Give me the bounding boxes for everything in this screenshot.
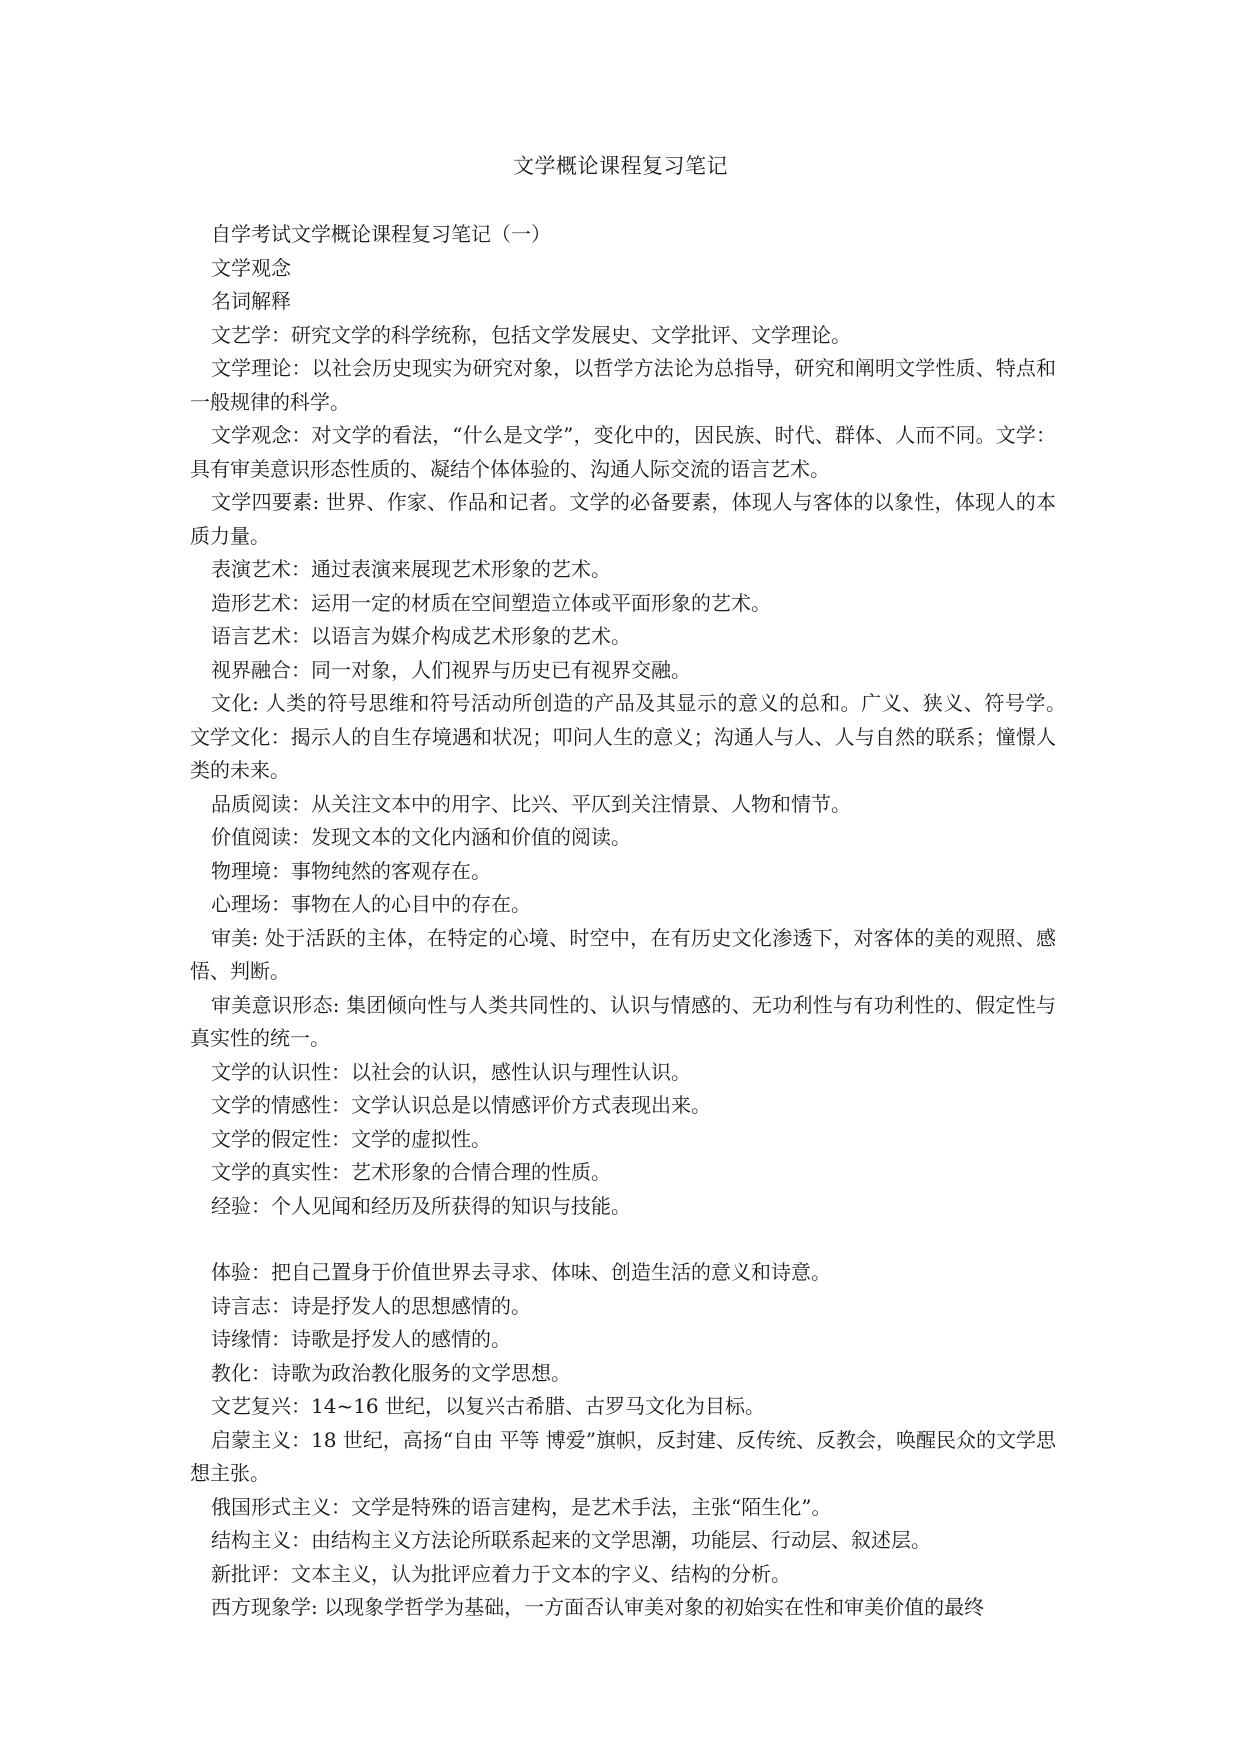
body-paragraph: 物理境：事物纯然的客观存在。 [211, 858, 491, 883]
body-paragraph: 审美: 处于活跃的主体，在特定的心境、时空中，在有历史文化渗透下，对客体的美的观照、感悟、判断。 [190, 925, 1056, 983]
body-paragraph: 文学的情感性：文学认识总是以情感评价方式表现出来。 [211, 1093, 711, 1117]
body-paragraph: 教化：诗歌为政治教化服务的文学思想。 [211, 1360, 571, 1385]
body-paragraph: 文艺学：研究文学的科学统称，包括文学发展史、文学批评、文学理论。 [211, 322, 851, 347]
paragraph-gap [190, 1223, 1056, 1256]
body-paragraph: 诗缘情：诗歌是抒发人的感情的。 [211, 1327, 511, 1351]
body-paragraph: 心理场：事物在人的心目中的存在。 [211, 892, 531, 916]
body-paragraph: 文学观念 [211, 255, 291, 280]
body-paragraph: 价值阅读：发现文本的文化内涵和价值的阅读。 [211, 825, 631, 849]
body-paragraph: 经验：个人见闻和经历及所获得的知识与技能。 [211, 1193, 631, 1218]
body-paragraph: 文学观念：对文学的看法，“什么是文学”，变化中的，因民族、时代、群体、人而不同。文学：具有审美意识形态性质的、凝结个体体验的、沟通人际交流的语言艺术。 [190, 423, 1056, 481]
body-paragraph: 品质阅读：从关注文本中的用字、比兴、平仄到关注情景、人物和情节。 [211, 791, 851, 816]
body-paragraph: 审美意识形态: 集团倾向性与人类共同性的、认识与情感的、无功利性与有功利性的、假定性与真实性的统一。 [190, 992, 1056, 1050]
body-paragraph: 表演艺术：通过表演来展现艺术形象的艺术。 [211, 557, 611, 581]
document-title: 文学概论课程复习笔记 [513, 154, 728, 178]
body-paragraph: 造形艺术：运用一定的材质在空间塑造立体或平面形象的艺术。 [211, 590, 771, 615]
body-paragraph: 文学理论：以社会历史现实为研究对象，以哲学方法论为总指导，研究和阐明文学性质、特点和一般规律的科学。 [190, 356, 1056, 414]
body-paragraph: 文学的认识性：以社会的认识，感性认识与理性认识。 [211, 1059, 691, 1084]
body-paragraph: 体验：把自己置身于价值世界去寻求、体味、创造生活的意义和诗意。 [211, 1260, 831, 1284]
body-paragraph: 自学考试文学概论课程复习笔记（一） [211, 222, 551, 246]
body-paragraph: 名词解释 [211, 289, 291, 313]
body-paragraph: 文学的真实性：艺术形象的合情合理的性质。 [211, 1160, 611, 1184]
body-paragraph: 俄国形式主义：文学是特殊的语言建构，是艺术手法，主张“陌生化”。 [211, 1494, 832, 1519]
body-paragraph: 语言艺术：以语言为媒介构成艺术形象的艺术。 [211, 624, 631, 648]
body-section-first [190, 218, 1096, 1223]
body-paragraph: 新批评：文本主义，认为批评应着力于文本的字义、结构的分析。 [211, 1561, 791, 1586]
body-paragraph: 西方现象学: 以现象学哲学为基础，一方面否认审美对象的初始实在性和审美价值的最终 [211, 1595, 985, 1619]
body-paragraph: 文学的假定性：文学的虚拟性。 [211, 1126, 491, 1151]
body-paragraph: 文艺复兴：14~16 世纪，以复兴古希腊、古罗马文化为目标。 [211, 1394, 766, 1418]
body-section-second [190, 1256, 1056, 1625]
body-paragraph: 文学四要素: 世界、作家、作品和记者。文学的必备要素，体现人与客体的以象性，体现人的本质力量。 [190, 490, 1056, 548]
body-paragraph: 启蒙主义：18 世纪，高扬“自由 平等 博爱”旗帜，反封建、反传统、反教会，唤醒民众的文学思想主张。 [190, 1427, 1056, 1485]
document-body [190, 218, 1096, 1625]
body-paragraph: 诗言志：诗是抒发人的思想感情的。 [211, 1293, 531, 1318]
body-paragraph: 文化: 人类的符号思维和符号活动所创造的产品及其显示的意义的总和。广义、狭义、符号学。 文学文化：揭示人的自生存境遇和状况；叩问人生的意义；沟通人与人、人与自然的联系；憧憬人类的未来。 [190, 691, 1096, 782]
body-paragraph: 结构主义：由结构主义方法论所联系起来的文学思潮，功能层、行动层、叙述层。 [211, 1528, 931, 1552]
body-paragraph: 视界融合：同一对象，人们视界与历史已有视界交融。 [211, 657, 691, 682]
